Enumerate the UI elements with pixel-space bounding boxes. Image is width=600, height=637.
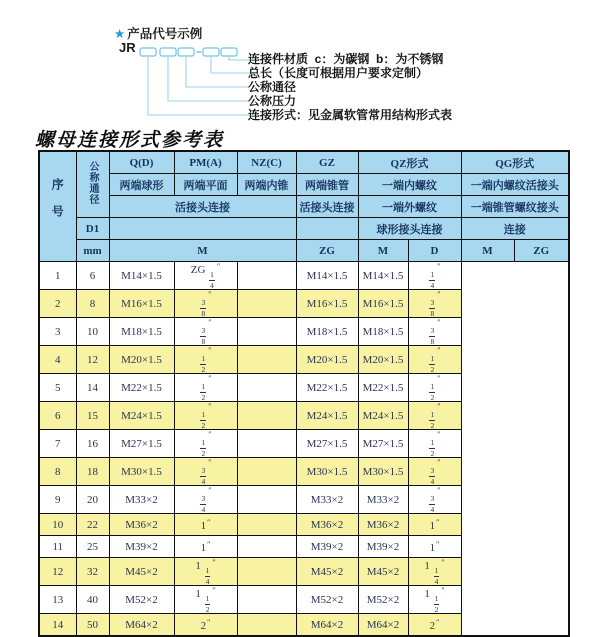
code-box-1 bbox=[140, 48, 156, 56]
header-GZ: GZ bbox=[296, 151, 358, 174]
table-cell bbox=[237, 536, 296, 558]
table-cell bbox=[237, 290, 296, 318]
header-NZC: NZ(C) bbox=[237, 151, 296, 174]
code-box-2 bbox=[160, 48, 176, 56]
table-cell: ZG $\frac{1}{4}$ ″ bbox=[174, 262, 237, 290]
table-cell: $\frac{3}{8}$ ″ bbox=[174, 290, 237, 318]
table-cell: M16×1.5 bbox=[296, 290, 358, 318]
header-one-end-female-union: 一端内螺纹活接头 bbox=[461, 174, 569, 196]
table-row bbox=[39, 486, 569, 514]
table-cell: $\frac{3}{8}$ ″ bbox=[408, 290, 461, 318]
table-cell: 1 $\frac{1}{2}$ ″ bbox=[408, 586, 461, 614]
table-cell: M16×1.5 bbox=[109, 290, 174, 318]
header-M-main: M bbox=[109, 240, 296, 262]
table-cell: 32 bbox=[76, 558, 109, 586]
table-cell: 2″ bbox=[408, 614, 461, 637]
code-box-5 bbox=[221, 48, 237, 56]
header-nominal-diameter: 公称通径 bbox=[76, 151, 109, 218]
table-row bbox=[39, 262, 569, 290]
table-cell: M45×2 bbox=[358, 558, 408, 586]
table-cell: 4 bbox=[39, 346, 76, 374]
table-cell: 1 $\frac{1}{4}$ ″ bbox=[408, 558, 461, 586]
table-cell: M22×1.5 bbox=[109, 374, 174, 402]
header-ZG-GZ: ZG bbox=[296, 240, 358, 262]
table-cell: M30×1.5 bbox=[296, 458, 358, 486]
table-cell: 9 bbox=[39, 486, 76, 514]
table-cell: $\frac{1}{2}$ ″ bbox=[408, 346, 461, 374]
table-cell: M33×2 bbox=[109, 486, 174, 514]
header-one-end-male-thread: 一端外螺纹 bbox=[358, 196, 461, 218]
product-code-title: 产品代号示例 bbox=[127, 27, 203, 41]
table-cell: 8 bbox=[39, 458, 76, 486]
table-cell: 5 bbox=[39, 374, 76, 402]
header-both-ends-taper-pipe: 两端锥管 bbox=[296, 174, 358, 196]
table-cell: M24×1.5 bbox=[296, 402, 358, 430]
table-cell bbox=[237, 262, 296, 290]
header-one-end-female-thread: 一端内螺纹 bbox=[358, 174, 461, 196]
table-cell: M14×1.5 bbox=[358, 262, 408, 290]
table-cell: M64×2 bbox=[358, 614, 408, 637]
table-header bbox=[39, 151, 569, 262]
table-cell: 1″ bbox=[408, 514, 461, 536]
table-cell: 50 bbox=[76, 614, 109, 637]
table-cell: 1 $\frac{1}{4}$ ″ bbox=[174, 558, 237, 586]
empty-header-cell bbox=[296, 218, 358, 240]
table-cell: 3 bbox=[39, 318, 76, 346]
table-cell: $\frac{3}{4}$ ″ bbox=[174, 486, 237, 514]
connector-line-pressure bbox=[168, 56, 250, 101]
table-cell: $\frac{1}{2}$ ″ bbox=[174, 402, 237, 430]
table-cell: 7 bbox=[39, 430, 76, 458]
table-cell: M39×2 bbox=[109, 536, 174, 558]
table-cell: M27×1.5 bbox=[109, 430, 174, 458]
header-union-connection-1: 活接头连接 bbox=[109, 196, 296, 218]
table-cell bbox=[237, 486, 296, 514]
connector-line-diameter bbox=[186, 56, 250, 87]
label-nominal-diameter: 公称通径 bbox=[248, 80, 297, 94]
table-cell: M30×1.5 bbox=[109, 458, 174, 486]
table-cell: M27×1.5 bbox=[296, 430, 358, 458]
table-cell bbox=[237, 374, 296, 402]
table-row bbox=[39, 536, 569, 558]
table-cell bbox=[237, 346, 296, 374]
table-row bbox=[39, 318, 569, 346]
label-connector-material: 连接件材质 c：为碳钢 b：为不锈钢 bbox=[248, 52, 444, 66]
table-cell: $\frac{1}{2}$ ″ bbox=[408, 374, 461, 402]
table-cell: M36×2 bbox=[109, 514, 174, 536]
table-cell: M18×1.5 bbox=[296, 318, 358, 346]
label-nominal-pressure: 公称压力 bbox=[248, 94, 297, 108]
header-seq: 序号 bbox=[39, 151, 76, 262]
table-cell: M36×2 bbox=[296, 514, 358, 536]
table-cell: M64×2 bbox=[109, 614, 174, 637]
table-cell: 40 bbox=[76, 586, 109, 614]
table-cell: $\frac{1}{2}$ ″ bbox=[174, 374, 237, 402]
table-cell bbox=[237, 558, 296, 586]
table-cell: 18 bbox=[76, 458, 109, 486]
header-QG-form: QG形式 bbox=[461, 151, 569, 174]
table-cell bbox=[237, 318, 296, 346]
table-cell: $\frac{3}{8}$ ″ bbox=[174, 318, 237, 346]
table-cell: M33×2 bbox=[296, 486, 358, 514]
header-both-ends-flat: 两端平面 bbox=[174, 174, 237, 196]
connector-line-form bbox=[148, 56, 250, 115]
header-both-ends-inner-cone: 两端内锥 bbox=[237, 174, 296, 196]
table-cell: 1 bbox=[39, 262, 76, 290]
table-row bbox=[39, 430, 569, 458]
header-QG-ZG: ZG bbox=[514, 240, 569, 262]
table-row bbox=[39, 374, 569, 402]
table-cell: M52×2 bbox=[358, 586, 408, 614]
table-cell: 1″ bbox=[174, 514, 237, 536]
table-cell: $\frac{3}{8}$ ″ bbox=[408, 318, 461, 346]
connector-line-length bbox=[211, 56, 250, 73]
table-cell: 14 bbox=[76, 374, 109, 402]
table-title: 螺母连接形式参考表 bbox=[35, 130, 225, 151]
table-cell: 11 bbox=[39, 536, 76, 558]
table-cell: M33×2 bbox=[358, 486, 408, 514]
table-cell: M20×1.5 bbox=[109, 346, 174, 374]
table-cell: $\frac{3}{4}$ ″ bbox=[174, 458, 237, 486]
header-QZ-M: M bbox=[358, 240, 408, 262]
table-cell: 20 bbox=[76, 486, 109, 514]
header-both-ends-sphere: 两端球形 bbox=[109, 174, 174, 196]
empty-header-cell bbox=[109, 218, 296, 240]
table-cell: $\frac{1}{2}$ ″ bbox=[408, 402, 461, 430]
table-cell: M52×2 bbox=[109, 586, 174, 614]
table-cell: M20×1.5 bbox=[358, 346, 408, 374]
table-cell: M16×1.5 bbox=[358, 290, 408, 318]
table-cell: 1″ bbox=[174, 536, 237, 558]
table-cell: M24×1.5 bbox=[358, 402, 408, 430]
table-cell: 6 bbox=[76, 262, 109, 290]
table-cell: $\frac{3}{4}$ ″ bbox=[408, 458, 461, 486]
table-cell: M14×1.5 bbox=[296, 262, 358, 290]
table-cell: $\frac{3}{4}$ ″ bbox=[408, 486, 461, 514]
table-cell: M22×1.5 bbox=[296, 374, 358, 402]
label-total-length: 总长（长度可根据用户要求定制） bbox=[248, 66, 429, 80]
table-cell bbox=[237, 458, 296, 486]
header-connection: 连接 bbox=[461, 218, 569, 240]
header-QG-M: M bbox=[461, 240, 514, 262]
table-cell: 10 bbox=[76, 318, 109, 346]
header-QD: Q(D) bbox=[109, 151, 174, 174]
table-cell: 25 bbox=[76, 536, 109, 558]
code-boxes-diagram bbox=[135, 44, 250, 126]
code-prefix: JR bbox=[119, 40, 136, 55]
table-cell: M45×2 bbox=[296, 558, 358, 586]
table-cell: M14×1.5 bbox=[109, 262, 174, 290]
code-box-3 bbox=[178, 48, 194, 56]
header-union-connection-2: 活接头连接 bbox=[296, 196, 358, 218]
table-cell: 6 bbox=[39, 402, 76, 430]
table-cell: 1 $\frac{1}{2}$ ″ bbox=[174, 586, 237, 614]
table-cell bbox=[237, 514, 296, 536]
table-cell: 2 bbox=[39, 290, 76, 318]
table-cell bbox=[237, 402, 296, 430]
table-cell: M18×1.5 bbox=[109, 318, 174, 346]
header-D1: D1 bbox=[76, 218, 109, 240]
table-row bbox=[39, 346, 569, 374]
table-cell: 22 bbox=[76, 514, 109, 536]
label-connection-form: 连接形式：见金属软管常用结构形式表 bbox=[248, 108, 453, 122]
table-row bbox=[39, 614, 569, 637]
table-row bbox=[39, 586, 569, 614]
table-cell bbox=[237, 430, 296, 458]
header-QZ-D: D bbox=[408, 240, 461, 262]
table-row bbox=[39, 402, 569, 430]
table-cell: M45×2 bbox=[109, 558, 174, 586]
table-cell: M52×2 bbox=[296, 586, 358, 614]
header-PMA: PM(A) bbox=[174, 151, 237, 174]
table-cell: M22×1.5 bbox=[358, 374, 408, 402]
table-cell: 1″ bbox=[408, 536, 461, 558]
table-cell: $\frac{1}{2}$ ″ bbox=[174, 430, 237, 458]
header-QZ-form: QZ形式 bbox=[358, 151, 461, 174]
table-cell: $\frac{1}{2}$ ″ bbox=[408, 430, 461, 458]
header-mm: mm bbox=[76, 240, 109, 262]
table-cell: 10 bbox=[39, 514, 76, 536]
table-cell: 16 bbox=[76, 430, 109, 458]
table-cell: M39×2 bbox=[358, 536, 408, 558]
table-row bbox=[39, 290, 569, 318]
table-row bbox=[39, 458, 569, 486]
table-cell: 12 bbox=[76, 346, 109, 374]
table-cell: $\frac{1}{2}$ ″ bbox=[174, 346, 237, 374]
table-cell: M64×2 bbox=[296, 614, 358, 637]
table-cell: 15 bbox=[76, 402, 109, 430]
table-cell: M39×2 bbox=[296, 536, 358, 558]
table-cell bbox=[237, 586, 296, 614]
table-cell: 12 bbox=[39, 558, 76, 586]
table-cell: 2″ bbox=[174, 614, 237, 637]
nut-connection-reference-table bbox=[38, 150, 570, 637]
table-cell: 14 bbox=[39, 614, 76, 637]
table-cell: 13 bbox=[39, 586, 76, 614]
code-box-4 bbox=[203, 48, 219, 56]
table-cell: M27×1.5 bbox=[358, 430, 408, 458]
table-cell bbox=[237, 614, 296, 637]
header-one-end-taper-thread-joint: 一端锥管螺纹接头 bbox=[461, 196, 569, 218]
table-cell: M20×1.5 bbox=[296, 346, 358, 374]
table-row bbox=[39, 558, 569, 586]
table-cell: M18×1.5 bbox=[358, 318, 408, 346]
table-row bbox=[39, 514, 569, 536]
table-cell: $\frac{1}{4}$ ″ bbox=[408, 262, 461, 290]
table-cell: M36×2 bbox=[358, 514, 408, 536]
table-body bbox=[39, 262, 569, 637]
star-icon: ★ bbox=[114, 27, 126, 41]
table-cell: M30×1.5 bbox=[358, 458, 408, 486]
table-cell: 8 bbox=[76, 290, 109, 318]
header-sphere-joint-connection: 球形接头连接 bbox=[358, 218, 461, 240]
table-cell: M24×1.5 bbox=[109, 402, 174, 430]
